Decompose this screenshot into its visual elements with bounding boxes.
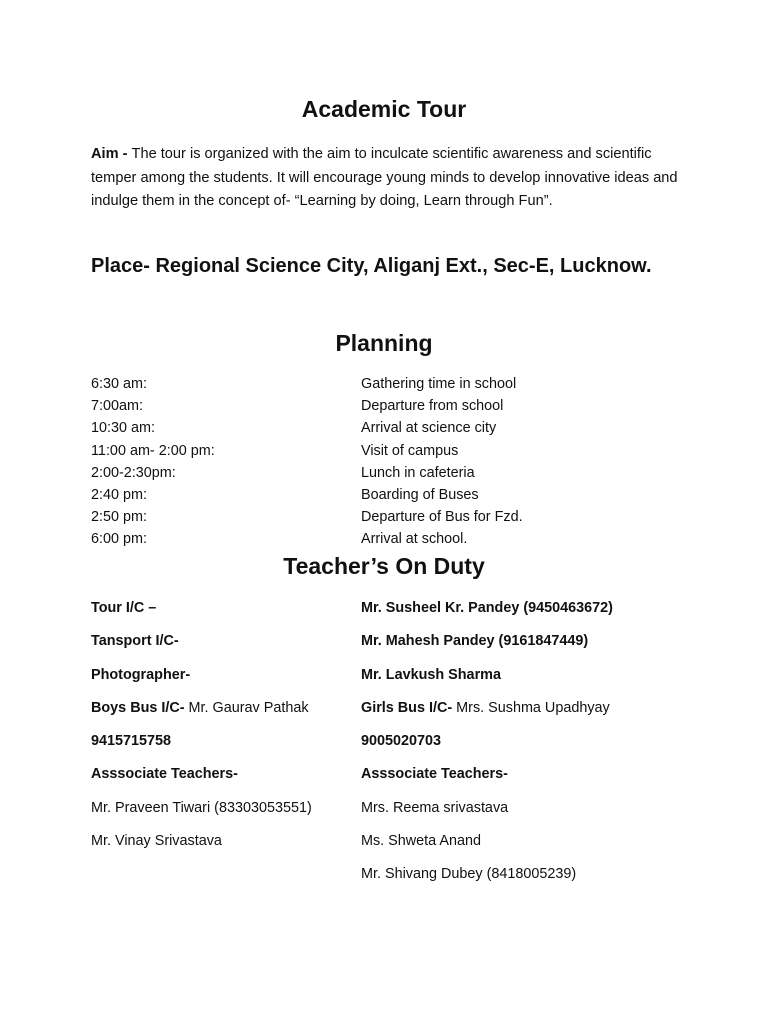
schedule-event: Departure of Bus for Fzd. — [361, 509, 523, 526]
duty-roster — [91, 597, 691, 897]
photographer-name: Mr. Lavkush Sharma — [361, 666, 501, 683]
schedule-row — [91, 506, 651, 528]
boys-bus-ic-name: Mr. Gaurav Pathak — [184, 699, 309, 716]
schedule-event: Visit of campus — [361, 442, 459, 459]
schedule-event: Lunch in cafeteria — [361, 464, 475, 481]
schedule-row — [91, 373, 651, 395]
schedule-row — [91, 440, 651, 462]
girls-bus-phone: 9005020703 — [361, 733, 442, 750]
girls-bus-ic — [361, 697, 691, 730]
assoc-left-label: Asssociate Teachers- — [91, 766, 238, 783]
assoc-left-teacher: Mr. Vinay Srivastava — [91, 833, 222, 850]
duty-row-assoc-label — [91, 763, 691, 796]
schedule-event: Departure from school — [361, 398, 504, 415]
duty-row-tour — [91, 597, 691, 630]
duty-row-photographer — [91, 664, 691, 697]
duty-row-transport — [91, 630, 691, 663]
transport-ic-label: Tansport I/C- — [91, 633, 179, 650]
schedule-event: Boarding of Buses — [361, 486, 479, 503]
assoc-right-teacher: Ms. Shweta Anand — [361, 833, 481, 850]
aim-label: Aim - — [91, 146, 132, 162]
schedule-event: Arrival at science city — [361, 420, 497, 437]
assoc-right-teacher: Mr. Shivang Dubey (8418005239) — [361, 866, 577, 883]
assoc-left-teacher: Mr. Praveen Tiwari (83303053551) — [91, 799, 312, 816]
schedule-row — [91, 528, 651, 550]
duty-row-bus-ic — [91, 697, 691, 730]
schedule-time: 10:30 am: — [91, 420, 155, 437]
schedule-row — [91, 417, 651, 439]
assoc-right-teacher: Mrs. Reema srivastava — [361, 799, 509, 816]
duty-row-assoc — [91, 830, 691, 863]
schedule-row — [91, 484, 651, 506]
boys-bus-ic-label: Boys Bus I/C- — [91, 699, 185, 716]
schedule-time: 2:50 pm: — [91, 509, 147, 526]
schedule-time: 2:40 pm: — [91, 486, 147, 503]
schedule-time: 2:00-2:30pm: — [91, 464, 176, 481]
tour-ic-label: Tour I/C – — [91, 600, 157, 616]
duty-heading: Teacher’s On Duty — [283, 553, 485, 579]
duty-row-bus-phone — [91, 730, 691, 763]
schedule-row — [91, 395, 651, 417]
tour-ic-name: Mr. Susheel Kr. Pandey (9450463672) — [361, 600, 613, 616]
page-title: Academic Tour — [301, 96, 467, 122]
assoc-left-empty — [91, 863, 361, 896]
schedule-event: Gathering time in school — [361, 376, 517, 392]
assoc-right-label: Asssociate Teachers- — [361, 766, 508, 783]
schedule-row — [91, 462, 651, 484]
aim-paragraph — [91, 143, 681, 214]
planning-schedule — [91, 373, 651, 551]
transport-ic-name: Mr. Mahesh Pandey (9161847449) — [361, 633, 589, 650]
duty-row-assoc — [91, 797, 691, 830]
girls-bus-ic-label: Girls Bus I/C- — [361, 699, 453, 716]
schedule-time: 6:00 pm: — [91, 531, 147, 548]
girls-bus-ic-name: Mrs. Sushma Upadhyay — [452, 699, 610, 716]
schedule-time: 11:00 am- 2:00 pm: — [91, 442, 215, 459]
schedule-event: Arrival at school. — [361, 531, 468, 548]
aim-text: The tour is organized with the aim to inculcate scientific awareness and scientific temper among the students. It will encourage young minds to develop innovative ideas and indulge them in the concept of- “Learning by doing, Learn through Fun”. — [91, 146, 678, 209]
boys-bus-ic — [91, 697, 361, 730]
duty-row-assoc — [91, 863, 691, 896]
schedule-time: 7:00am: — [91, 398, 143, 415]
boys-bus-phone: 9415715758 — [91, 733, 172, 750]
photographer-label: Photographer- — [91, 666, 191, 683]
planning-heading: Planning — [335, 330, 433, 356]
schedule-time: 6:30 am: — [91, 376, 147, 392]
place-heading: Place- Regional Science City, Aliganj Ext., Sec-E, Lucknow. — [91, 255, 652, 277]
